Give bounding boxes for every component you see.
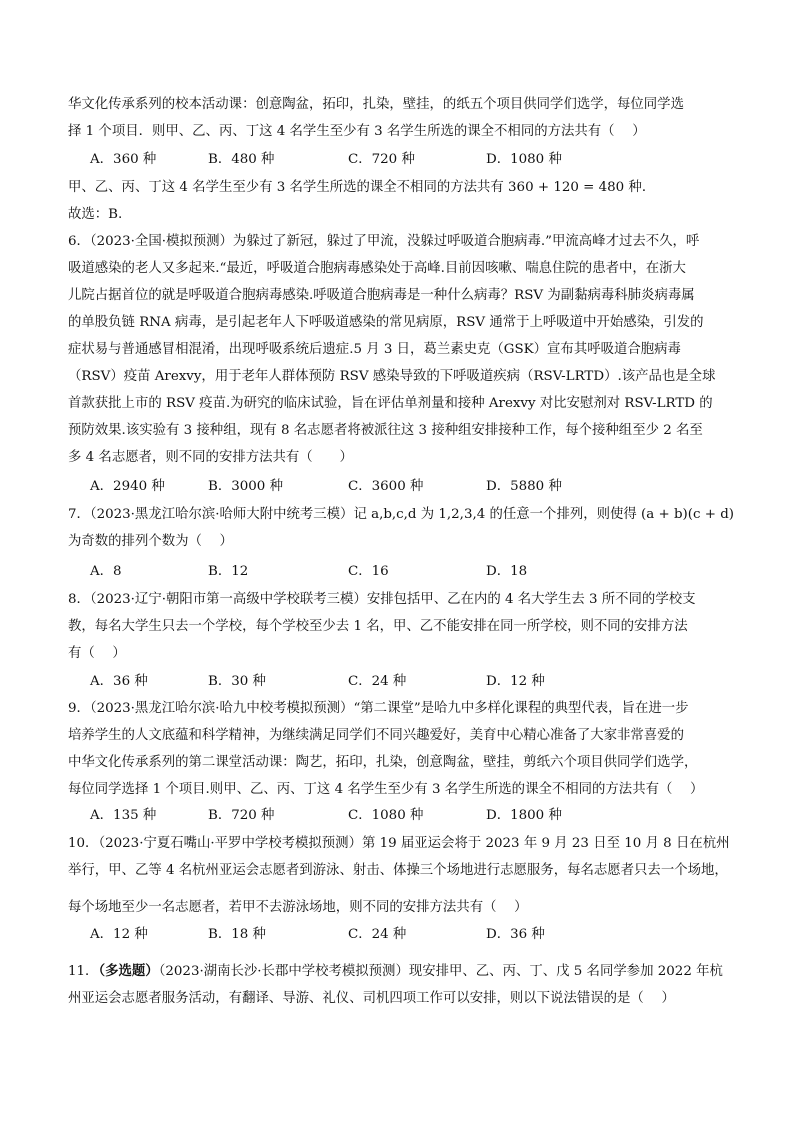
q7-option-c: C．16	[348, 564, 389, 579]
q5-text-line-2: 择 1 个项目．则甲、乙、丙、丁这 4 名学生至少有 3 名学生所选的课全不相同的方法共有（ ）	[68, 124, 646, 139]
q10-option-b: B．18 种	[208, 927, 266, 942]
q5-option-b: B．480 种	[208, 152, 275, 167]
q8-options	[90, 673, 710, 691]
q6-text-line-8: 预防效果.该实验有 3 接种组，现有 8 名志愿者将被派往这 3 接种组安排接种工作，每个接种组至少 2 名至	[68, 423, 703, 438]
q6-option-d: D．5880 种	[486, 479, 562, 494]
q7-options	[90, 563, 710, 581]
q9-option-a: A．135 种	[90, 808, 157, 823]
q6-text-line-1: 6．（2023·全国·模拟预测）为躲过了新冠，躲过了甲流，没躲过呼吸道合胞病毒.”甲流高峰才过去不久，呼	[68, 234, 700, 249]
q9-option-b: B．720 种	[208, 808, 275, 823]
q6-text-line-9: 多 4 名志愿者，则不同的安排方法共有（ ）	[68, 450, 353, 465]
q5-text-line-1: 华文化传承系列的校本活动课：创意陶盆，拓印，扎染，壁挂，的纸五个项目供同学们选学，每位同学选	[68, 97, 684, 112]
q8-text-line-1: 8．（2023·辽宁·朝阳市第一高级中学校联考三模）安排包括甲、乙在内的 4 名大学生去 3 所不同的学校支	[68, 592, 696, 607]
q6-option-a: A．2940 种	[90, 479, 165, 494]
q7-option-b: B．12	[208, 564, 249, 579]
q10-text-line-1: 10．（2023·宁夏石嘴山·平罗中学校考模拟预测）第 19 届亚运会将于 2023 年 9 月 23 日至 10 月 8 日在杭州	[68, 836, 730, 851]
q8-option-c: C．24 种	[348, 674, 407, 689]
q10-text-line-2: 举行，甲、乙等 4 名杭州亚运会志愿者到游泳、射击、体操三个场地进行志愿服务，每名志愿者只去一个场地，	[68, 863, 728, 878]
q5-options	[90, 151, 710, 169]
q6-text-line-7: 首款获批上市的 RSV 疫苗.为研究的临床试验，旨在评估单剂量和接种 Arexvy 对比安慰剂对 RSV-LRTD 的	[68, 396, 713, 411]
q6-text-line-5: 症状易与普通感冒相混淆，出现呼吸系统后遗症.5 月 3 日，葛兰素史克（GSK）宣布其呼吸道合胞病毒	[68, 342, 681, 357]
q11-number: 11．	[68, 964, 99, 979]
q7-option-a: A．8	[90, 564, 122, 579]
q6-text-line-3: 儿院占据首位的就是呼吸道合胞病毒感染.呼吸道合胞病毒是一种什么病毒？RSV 为副黏病毒科肺炎病毒属	[68, 288, 695, 303]
q8-text-line-2: 教，每名大学生只去一个学校，每个学校至少去 1 名，甲、乙不能安排在同一所学校，则不同的安排方法	[68, 619, 688, 634]
q9-text-line-2: 培养学生的人文底蕴和科学精神，为继续满足同学们不同兴趣爱好，美育中心精心准备了大家非常喜爱的	[68, 728, 684, 743]
q7-text-line-1: 7．（2023·黑龙江哈尔滨·哈师大附中统考三模）记 a,b,c,d 为 1,2,3,4 的任意一个排列，则使得 (a + b)(c + d)	[68, 507, 735, 522]
q6-options	[90, 478, 710, 496]
q5-option-c: C．720 种	[348, 152, 415, 167]
q9-text-line-3: 中华文化传承系列的第二课堂活动课：陶艺，拓印，扎染，创意陶盆，壁挂，剪纸六个项目供同学们选学，	[68, 755, 698, 770]
q9-option-c: C．1080 种	[348, 808, 424, 823]
q8-option-b: B．30 种	[208, 674, 266, 689]
q9-text-line-4: 每位同学选择 1 个项目.则甲、乙、丙、丁这 4 名学生至少有 3 名学生所选的课全不相同的方法共有（ ）	[68, 782, 704, 797]
q7-option-d: D．18	[486, 564, 528, 579]
q11-text-line-2: 州亚运会志愿者服务活动，有翻译、导游、礼仪、司机四项工作可以安排，则以下说法错误的是（ ）	[68, 991, 675, 1006]
q6-text-line-2: 吸道感染的老人又多起来.“最近，呼吸道合胞病毒感染处于高峰.目前因咳嗽、喘息住院的患者中，在浙大	[68, 261, 686, 276]
q6-text-line-4: 的单股负链 RNA 病毒，是引起老年人下呼吸道感染的常见病原，RSV 通常于上呼吸道中开始感染，引发的	[68, 315, 704, 330]
q10-option-c: C．24 种	[348, 927, 407, 942]
q9-options	[90, 807, 710, 825]
q10-text-line-3: 每个场地至少一名志愿者，若甲不去游泳场地，则不同的安排方法共有（ ）	[68, 900, 528, 915]
q6-text-line-6: （RSV）疫苗 Arexvy，用于老年人群体预防 RSV 感染导致的下呼吸道疾病（RSV-LRTD）.该产品也是全球	[68, 369, 716, 384]
q10-option-d: D．36 种	[486, 927, 545, 942]
q11-text-line-1-rest: （2023·湖南长沙·长郡中学校考模拟预测）现安排甲、乙、丙、丁、戊 5 名同学参加 2022 年杭	[158, 964, 723, 979]
q5-solution: 甲、乙、丙、丁这 4 名学生至少有 3 名学生所选的课全不相同的方法共有 360 + 120 = 480 种．	[68, 180, 656, 195]
q9-text-line-1: 9．（2023·黑龙江哈尔滨·哈九中校考模拟预测）“第二课堂”是哈九中多样化课程的典型代表，旨在进一步	[68, 701, 689, 716]
q6-option-b: B．3000 种	[208, 479, 283, 494]
q5-option-a: A．360 种	[90, 152, 157, 167]
q7-text-line-2: 为奇数的排列个数为（ ）	[68, 534, 233, 549]
q11-text-line-1	[68, 962, 728, 981]
q11-multi-select-tag: （多选题）	[98, 963, 159, 979]
q8-option-d: D．12 种	[486, 674, 545, 689]
q5-option-d: D．1080 种	[486, 152, 562, 167]
q9-option-d: D．1800 种	[486, 808, 562, 823]
q10-options	[90, 926, 710, 944]
q8-text-line-3: 有（ ）	[68, 646, 126, 661]
q6-option-c: C．3600 种	[348, 479, 424, 494]
q5-answer: 故选：B.	[68, 207, 123, 222]
q8-option-a: A．36 种	[90, 674, 148, 689]
q10-option-a: A．12 种	[90, 927, 148, 942]
